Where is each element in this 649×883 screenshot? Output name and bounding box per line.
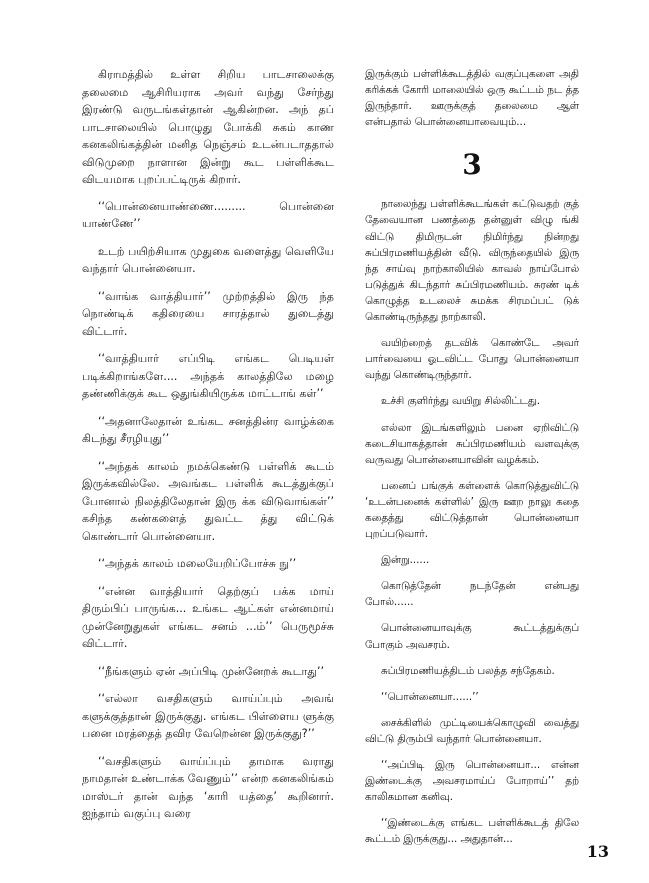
paragraph: சைக்கிளில் முட்டியைக்கொழுவி வைத்து விட்டு திரும்பி வந்தார் பொன்னையா. (365, 716, 579, 745)
paragraph: உச்சி குளிர்ந்து வயிறு சில்லிட்டது. (381, 395, 541, 408)
dialogue-line: ‘‘எல்லா வசதிகளும் வாய்ப்பும் அவங் களுக்குத்தான் இருக்குது. எங்கட பிள்ளைய ளுக்கு பனை மரத்தைத் தவிர வேறென்ன இருக்குது?’’ (82, 692, 334, 740)
chapter-number: 3 (462, 148, 482, 182)
paragraph: கிராமத்தில் உள்ள சிறிய பாடசாலைக்கு தலைமை ஆசிரியராக அவர் வந்து சேர்ந்து இரண்டு வருடங்கள்தான் ஆகின்றன. அந் தப் பாடசாலையில் பொழுது போக்கி சுகம் காண கனகலிங்கத்தின் மனித நெஞ்சம் உடன்படாததால் விடுமுறை நாளான இன்று கூட பள்ளிக்கூட விடயமாக புறப்பட்டிருக் கிறார். (82, 68, 334, 186)
dialogue-line: ‘‘வாங்க வாத்தியார்’’ முற்றத்தில் இரு ந்த நொண்டிக் கதிரையை சாரத்தால் துடைத்து விட்டார். (82, 289, 334, 338)
paragraph: இன்று...... (381, 554, 430, 567)
dialogue-line: ‘‘அந்தக் காலம் மலையேறிப்போச்சு நு’’ (98, 557, 297, 570)
dialogue-line: ‘‘இண்டைக்கு எங்கட பள்ளிக்கூடத் திலே கூட்டம் இருக்குது... அதுதான்... (365, 817, 579, 846)
paragraph: பனைப் பங்குக் கள்ளைக் கொடுத்துவிட்டு ‘உடன்பனைக் கள்ளில்’ இரு ஊற நாலு கதை கதைத்து விட்டுத்தான் பொன்னையா புறப்படுவார். (365, 479, 579, 541)
left-text-column (82, 66, 334, 833)
dialogue-line: ‘‘நீங்களும் ஏன் அப்பிடி முன்னேறக் கூடாது’’ (98, 664, 325, 678)
dialogue-line: ‘‘அதனாலேதான் உங்கட சனத்தின்ர வாழ்க்கை கிடந்து சீரழியுது’’ (82, 414, 334, 445)
paragraph: உடற் பயிற்சியாக முதுகை வளைத்து வெளியே வந்தார் பொன்னையா. (82, 244, 334, 275)
dialogue-line: ‘‘என்ன வாத்தியார் தெற்குப் பக்க மாய் திரும்பிப் பாருங்க... உங்கட ஆட்கள் என்னமாய் முன்னேறுதுகள் எங்கட சனம் ...ம்’’ பெருமூச்சு விட்டார். (82, 584, 334, 650)
dialogue-line: ‘‘வசதிகளும் வாய்ப்பும் தாமாக வராது நாமதான் உண்டாக்க வேணும்’’ என்ற கனகலிங்கம் மாஸ்டர் தான் வந்த ‘காரி யத்தை’ கூறினார். ஐந்தாம் வகுப்பு வரை (82, 754, 334, 820)
paragraph: இருக்கும் பள்ளிக்கூடத்தில் வகுப்புகளை அதி கரிக்கக் கோரி மாலையில் ஒரு கூட்டம் நட த்த இருந்தார். ஊருக்குத் தலைமை ஆள் என்பதால் பொன்னையாவையும்... (365, 68, 579, 129)
dialogue-line: ‘‘அப்பிடி இரு பொன்னையா... என்ன இண்டைக்கு அவசரமாய்ப் போறாய்’’ தற் காலிகமான கனிவு. (365, 759, 579, 804)
dialogue-line: ‘‘வாத்தியார் எப்பிடி எங்கட பெடியள் படிக்கிறாங்களே.... அந்தக் காலத்திலே மழை தண்ணிக்குக் கூட ஒதுங்கியிருக்க மாட்டாங் கள்’’ (82, 352, 334, 400)
paragraph: பொன்னையாவுக்கு கூட்டத்துக்குப் போகும் அவசரம். (365, 622, 579, 651)
right-text-column (365, 66, 579, 857)
dialogue-line: ‘‘பொன்னையாண்ணை......... பொன்னை யாண்ணே’’ (82, 199, 334, 230)
page-number: 13 (586, 842, 609, 861)
paragraph: எல்லா இடங்களிலும் பனை ஏறிவிட்டு கடைசியாகத்தான் சுப்பிரமணியம் வளவுக்கு வருவது பொன்னையாவின் வழக்கம். (365, 421, 579, 466)
paragraph: நாலைந்து பள்ளிக்கூடங்கள் கட்டுவதற் குத் தேவையான பணத்தை தன்னுள் விழு ங்கி விட்டு திமிருடன் நிமிர்ந்து நின்றது சுப்பிரமணியத்தின் வீடு. விருந்தையில் இரு ந்த சாய்வு நாற்காலியில் காவல் நாய்போல் படுத்துக் கிடந்தார் சுப்பிரமணியம். சுரண் டிக் கொழுத்த உடலைச் சுமக்க சிரமப்பட் டுக் கொண்டிருந்தது நாற்காலி. (365, 198, 579, 324)
paragraph: வயிற்றைத் தடவிக் கொண்டே அவர் பார்வையை ஓடவிட்ட போது பொன்னையா வந்து கொண்டிருந்தார். (365, 337, 579, 382)
paragraph: கொடுத்தேன் நடந்தேன் என்பது போல்...... (365, 580, 579, 609)
paragraph: சுப்பிரமணியத்திடம் பலத்த சந்தேகம். (381, 664, 555, 677)
dialogue-line: ‘‘பொன்னையா......’’ (381, 690, 479, 703)
dialogue-line: ‘‘அந்தக் காலம் நமக்கெண்டு பள்ளிக் கூடம் இருக்கவில்லே. அவங்கட பள்ளிக் கூடத்துக்குப் போனால் நிலத்திலேதான் இரு க்க விடுவாங்கள்’’ கசிந்த கண்களைத் துவட்ட த்து விட்டுக் கொண்டார் பொன்னையா. (82, 459, 334, 543)
